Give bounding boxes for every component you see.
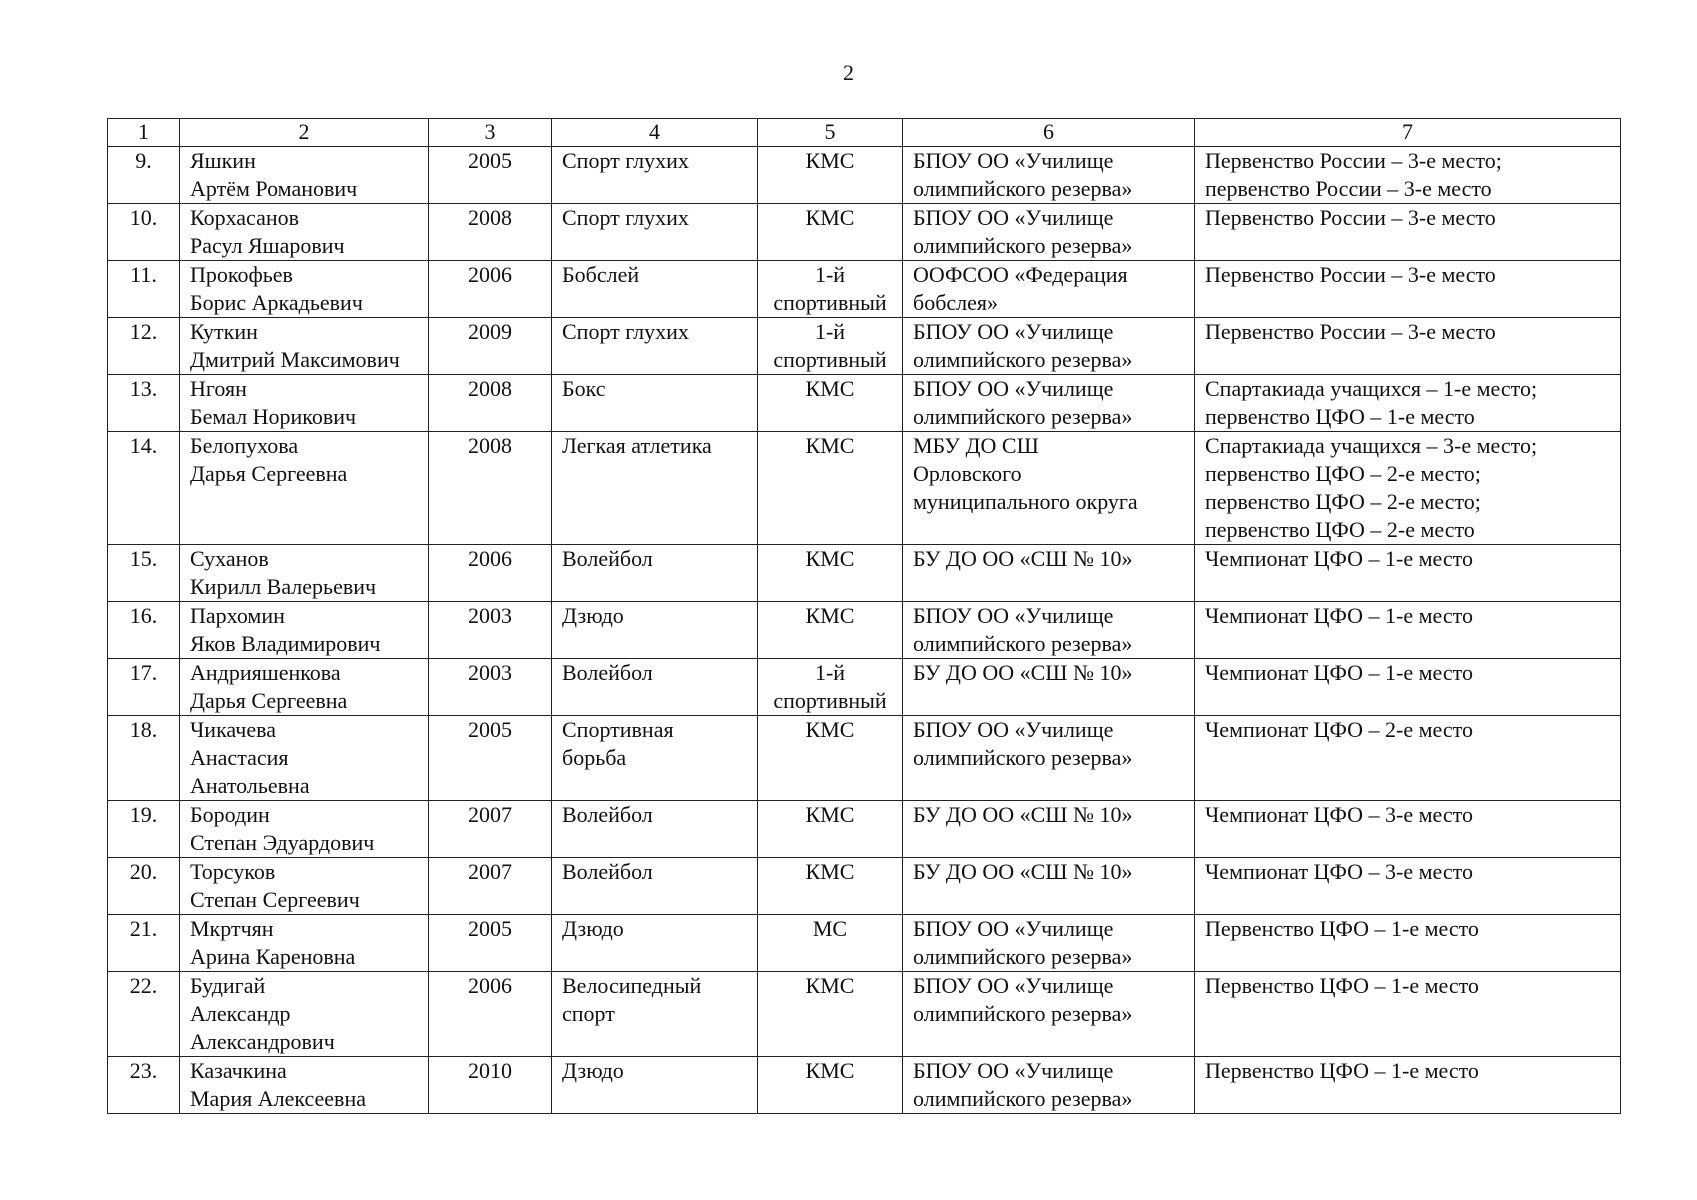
table-header: [108, 119, 1621, 147]
competition-result-line: Первенство России – 3-е место;: [1205, 148, 1502, 173]
athlete-name: [180, 204, 429, 261]
competition-result-line: Первенство России – 3-е место: [1205, 262, 1496, 287]
sport-line: спорт: [562, 1001, 615, 1026]
competition-result-line: Чемпионат ЦФО – 1-е место: [1205, 546, 1473, 571]
competition-result-line: Первенство России – 3-е место: [1205, 205, 1496, 230]
athlete-name-line: Александр: [190, 1001, 291, 1026]
organization: [903, 432, 1195, 545]
sport-line: Бобслей: [562, 262, 640, 287]
athlete-name-line: Пархомин: [190, 603, 285, 628]
organization-line: БПОУ ОО «Училище: [913, 973, 1114, 998]
athlete-name: [180, 147, 429, 204]
birth-year: 2006: [429, 545, 552, 602]
organization-line: БУ ДО ОО «СШ № 10»: [913, 859, 1133, 884]
sport-rank-line: КМС: [805, 205, 855, 230]
table-row: [108, 602, 1621, 659]
competition-result: [1195, 204, 1621, 261]
sport-rank: [758, 1057, 903, 1114]
row-number: 23.: [108, 1057, 180, 1114]
organization-line: БПОУ ОО «Училище: [913, 916, 1114, 941]
athlete-name: [180, 1057, 429, 1114]
sport: [552, 545, 758, 602]
athlete-name-line: Нгоян: [190, 376, 247, 401]
sport-rank-line: спортивный: [773, 347, 887, 372]
sport: [552, 204, 758, 261]
sport-rank: [758, 204, 903, 261]
organization: [903, 147, 1195, 204]
sport: [552, 375, 758, 432]
row-number: 21.: [108, 915, 180, 972]
sport-line: Дзюдо: [562, 1058, 624, 1083]
organization-line: БПОУ ОО «Училище: [913, 205, 1114, 230]
sport-rank-line: КМС: [805, 433, 855, 458]
athlete-name: [180, 659, 429, 716]
organization: [903, 716, 1195, 801]
sport-rank-line: КМС: [805, 376, 855, 401]
athlete-name-line: Бородин: [190, 802, 270, 827]
athlete-name-line: Мкртчян: [190, 916, 274, 941]
athlete-name-line: Дмитрий Максимович: [190, 347, 400, 372]
organization: [903, 261, 1195, 318]
organization-line: БУ ДО ОО «СШ № 10»: [913, 802, 1133, 827]
sport-rank: [758, 318, 903, 375]
organization-line: Орловского: [913, 461, 1022, 486]
row-number: 10.: [108, 204, 180, 261]
sport-rank-line: КМС: [805, 148, 855, 173]
sport-rank-line: спортивный: [773, 290, 887, 315]
sport-rank-line: спортивный: [773, 688, 887, 713]
table-body: [108, 147, 1621, 1114]
sport-rank: [758, 858, 903, 915]
organization-line: олимпийского резерва»: [913, 233, 1133, 258]
sport-rank-line: КМС: [805, 802, 855, 827]
athletes-table: [107, 118, 1621, 1114]
column-header: 5: [758, 119, 903, 147]
row-number: 14.: [108, 432, 180, 545]
sport-line: Спорт глухих: [562, 205, 689, 230]
column-header: 4: [552, 119, 758, 147]
organization-line: БПОУ ОО «Училище: [913, 376, 1114, 401]
athlete-name-line: Торсуков: [190, 859, 276, 884]
athlete-name-line: Степан Сергеевич: [190, 887, 360, 912]
sport: [552, 602, 758, 659]
athlete-name-line: Корхасанов: [190, 205, 300, 230]
sport-rank: [758, 545, 903, 602]
birth-year: 2003: [429, 602, 552, 659]
athlete-name-line: Чикачева: [190, 717, 277, 742]
sport-rank: [758, 375, 903, 432]
sport-line: Спортивная: [562, 717, 674, 742]
table-row: [108, 915, 1621, 972]
table-row: [108, 204, 1621, 261]
column-header: 1: [108, 119, 180, 147]
sport: [552, 318, 758, 375]
sport-rank-line: КМС: [805, 603, 855, 628]
organization-line: БПОУ ОО «Училище: [913, 1058, 1114, 1083]
organization-line: олимпийского резерва»: [913, 631, 1133, 656]
athlete-name-line: Дарья Сергеевна: [190, 688, 348, 713]
sport-rank-line: КМС: [805, 859, 855, 884]
competition-result: [1195, 915, 1621, 972]
sport-line: Волейбол: [562, 802, 653, 827]
page-number: 2: [843, 60, 854, 85]
sport-rank: [758, 659, 903, 716]
athlete-name: [180, 858, 429, 915]
sport-rank-line: КМС: [805, 546, 855, 571]
competition-result: [1195, 432, 1621, 545]
competition-result-line: Первенство ЦФО – 1-е место: [1205, 973, 1479, 998]
column-header: 2: [180, 119, 429, 147]
athlete-name-line: Суханов: [190, 546, 269, 571]
athlete-name: [180, 915, 429, 972]
table-row: [108, 1057, 1621, 1114]
sport-line: Волейбол: [562, 859, 653, 884]
competition-result-line: Чемпионат ЦФО – 3-е место: [1205, 802, 1473, 827]
row-number: 15.: [108, 545, 180, 602]
organization-line: БУ ДО ОО «СШ № 10»: [913, 660, 1133, 685]
sport: [552, 147, 758, 204]
sport: [552, 1057, 758, 1114]
athlete-name-line: Казачкина: [190, 1058, 287, 1083]
row-number: 19.: [108, 801, 180, 858]
competition-result: [1195, 716, 1621, 801]
table-row: [108, 972, 1621, 1057]
organization: [903, 375, 1195, 432]
birth-year: 2010: [429, 1057, 552, 1114]
competition-result: [1195, 318, 1621, 375]
column-header: 6: [903, 119, 1195, 147]
organization-line: муниципального округа: [913, 489, 1138, 514]
column-header: 3: [429, 119, 552, 147]
competition-result: [1195, 858, 1621, 915]
table-row: [108, 375, 1621, 432]
organization-line: БПОУ ОО «Училище: [913, 319, 1114, 344]
birth-year: 2005: [429, 915, 552, 972]
sport-rank: [758, 602, 903, 659]
row-number: 18.: [108, 716, 180, 801]
table-row: [108, 147, 1621, 204]
organization: [903, 858, 1195, 915]
table-row: [108, 858, 1621, 915]
athlete-name-line: Белопухова: [190, 433, 299, 458]
athlete-name: [180, 432, 429, 545]
competition-result-line: первенство ЦФО – 2-е место: [1205, 517, 1475, 542]
sport-line: Дзюдо: [562, 603, 624, 628]
organization-line: олимпийского резерва»: [913, 745, 1133, 770]
organization: [903, 972, 1195, 1057]
sport-rank: [758, 801, 903, 858]
sport: [552, 659, 758, 716]
birth-year: 2008: [429, 432, 552, 545]
competition-result-line: Первенство ЦФО – 1-е место: [1205, 916, 1479, 941]
competition-result-line: первенство России – 3-е место: [1205, 176, 1492, 201]
athlete-name: [180, 801, 429, 858]
sport: [552, 716, 758, 801]
row-number: 13.: [108, 375, 180, 432]
athlete-name: [180, 716, 429, 801]
row-number: 11.: [108, 261, 180, 318]
competition-result-line: первенство ЦФО – 2-е место;: [1205, 489, 1481, 514]
competition-result-line: Первенство ЦФО – 1-е место: [1205, 1058, 1479, 1083]
organization: [903, 204, 1195, 261]
competition-result-line: Первенство России – 3-е место: [1205, 319, 1496, 344]
sport-rank: [758, 261, 903, 318]
sport: [552, 801, 758, 858]
sport-rank-line: КМС: [805, 717, 855, 742]
birth-year: 2007: [429, 801, 552, 858]
sport-rank-line: КМС: [805, 1058, 855, 1083]
organization: [903, 659, 1195, 716]
athlete-name-line: Бемал Норикович: [190, 404, 357, 429]
competition-result-line: Чемпионат ЦФО – 1-е место: [1205, 603, 1473, 628]
athlete-name-line: Мария Алексеевна: [190, 1086, 366, 1111]
table-row: [108, 801, 1621, 858]
athlete-name-line: Куткин: [190, 319, 258, 344]
birth-year: 2005: [429, 147, 552, 204]
organization-line: олимпийского резерва»: [913, 1001, 1133, 1026]
organization: [903, 545, 1195, 602]
athlete-name: [180, 602, 429, 659]
sport: [552, 261, 758, 318]
competition-result: [1195, 602, 1621, 659]
athlete-name: [180, 545, 429, 602]
birth-year: 2008: [429, 204, 552, 261]
organization-line: БПОУ ОО «Училище: [913, 148, 1114, 173]
competition-result-line: Спартакиада учащихся – 3-е место;: [1205, 433, 1538, 458]
athlete-name-line: Анатольевна: [190, 773, 310, 798]
organization: [903, 1057, 1195, 1114]
competition-result-line: первенство ЦФО – 2-е место;: [1205, 461, 1481, 486]
sport-line: Спорт глухих: [562, 319, 689, 344]
competition-result-line: Спартакиада учащихся – 1-е место;: [1205, 376, 1538, 401]
organization-line: олимпийского резерва»: [913, 404, 1133, 429]
athlete-name-line: Александрович: [190, 1029, 335, 1054]
competition-result-line: Чемпионат ЦФО – 2-е место: [1205, 717, 1473, 742]
athlete-name: [180, 972, 429, 1057]
table-row: [108, 261, 1621, 318]
organization: [903, 915, 1195, 972]
sport-rank-line: 1-й: [814, 319, 846, 344]
organization-line: БПОУ ОО «Училище: [913, 717, 1114, 742]
athlete-name-line: Артём Романович: [190, 176, 358, 201]
sport-line: Бокс: [562, 376, 606, 401]
birth-year: 2005: [429, 716, 552, 801]
competition-result: [1195, 659, 1621, 716]
row-number: 20.: [108, 858, 180, 915]
organization-line: олимпийского резерва»: [913, 176, 1133, 201]
organization-line: олимпийского резерва»: [913, 944, 1133, 969]
sport-line: Спорт глухих: [562, 148, 689, 173]
birth-year: 2006: [429, 261, 552, 318]
sport-rank: [758, 915, 903, 972]
row-number: 17.: [108, 659, 180, 716]
sport-line: Дзюдо: [562, 916, 624, 941]
athlete-name-line: Расул Яшарович: [190, 233, 345, 258]
sport-line: Волейбол: [562, 546, 653, 571]
organization: [903, 801, 1195, 858]
athlete-name: [180, 318, 429, 375]
organization-line: МБУ ДО СШ: [913, 433, 1039, 458]
birth-year: 2009: [429, 318, 552, 375]
sport-rank-line: МС: [812, 916, 848, 941]
organization-line: БПОУ ОО «Училище: [913, 603, 1114, 628]
table-row: [108, 318, 1621, 375]
table-row: [108, 659, 1621, 716]
sport: [552, 972, 758, 1057]
competition-result: [1195, 801, 1621, 858]
organization-line: ООФСОО «Федерация: [913, 262, 1128, 287]
competition-result-line: Чемпионат ЦФО – 3-е место: [1205, 859, 1473, 884]
birth-year: 2003: [429, 659, 552, 716]
sport: [552, 858, 758, 915]
sport-rank: [758, 432, 903, 545]
sport: [552, 432, 758, 545]
sport-rank: [758, 147, 903, 204]
organization-line: олимпийского резерва»: [913, 347, 1133, 372]
organization: [903, 318, 1195, 375]
athlete-name-line: Яков Владимирович: [190, 631, 381, 656]
organization: [903, 602, 1195, 659]
competition-result: [1195, 545, 1621, 602]
sport: [552, 915, 758, 972]
sport-line: Велосипедный: [562, 973, 702, 998]
table-row: [108, 716, 1621, 801]
athlete-name-line: Будигай: [190, 973, 266, 998]
sport-rank-line: 1-й: [814, 262, 846, 287]
row-number: 9.: [108, 147, 180, 204]
competition-result-line: Чемпионат ЦФО – 1-е место: [1205, 660, 1473, 685]
competition-result: [1195, 972, 1621, 1057]
sport-rank-line: 1-й: [814, 660, 846, 685]
athlete-name-line: Кирилл Валерьевич: [190, 574, 377, 599]
athlete-name-line: Яшкин: [190, 148, 256, 173]
organization-line: олимпийского резерва»: [913, 1086, 1133, 1111]
athlete-name-line: Анастасия: [190, 745, 289, 770]
athlete-name-line: Дарья Сергеевна: [190, 461, 348, 486]
header-row: [108, 119, 1621, 147]
column-header: 7: [1195, 119, 1621, 147]
sport-rank: [758, 972, 903, 1057]
competition-result: [1195, 147, 1621, 204]
competition-result: [1195, 1057, 1621, 1114]
sport-rank-line: КМС: [805, 973, 855, 998]
athlete-name-line: Степан Эдуардович: [190, 830, 375, 855]
athlete-name-line: Прокофьев: [190, 262, 293, 287]
athlete-name: [180, 375, 429, 432]
sport-line: борьба: [562, 745, 627, 770]
sport-rank: [758, 716, 903, 801]
row-number: 16.: [108, 602, 180, 659]
row-number: 22.: [108, 972, 180, 1057]
organization-line: БУ ДО ОО «СШ № 10»: [913, 546, 1133, 571]
competition-result: [1195, 261, 1621, 318]
competition-result: [1195, 375, 1621, 432]
birth-year: 2007: [429, 858, 552, 915]
sport-line: Легкая атлетика: [562, 433, 712, 458]
athlete-name-line: Арина Кареновна: [190, 944, 356, 969]
table-row: [108, 432, 1621, 545]
athlete-name-line: Андрияшенкова: [190, 660, 341, 685]
row-number: 12.: [108, 318, 180, 375]
birth-year: 2008: [429, 375, 552, 432]
birth-year: 2006: [429, 972, 552, 1057]
sport-line: Волейбол: [562, 660, 653, 685]
athlete-name-line: Борис Аркадьевич: [190, 290, 363, 315]
athlete-name: [180, 261, 429, 318]
organization-line: бобслея»: [913, 290, 999, 315]
competition-result-line: первенство ЦФО – 1-е место: [1205, 404, 1475, 429]
table-row: [108, 545, 1621, 602]
